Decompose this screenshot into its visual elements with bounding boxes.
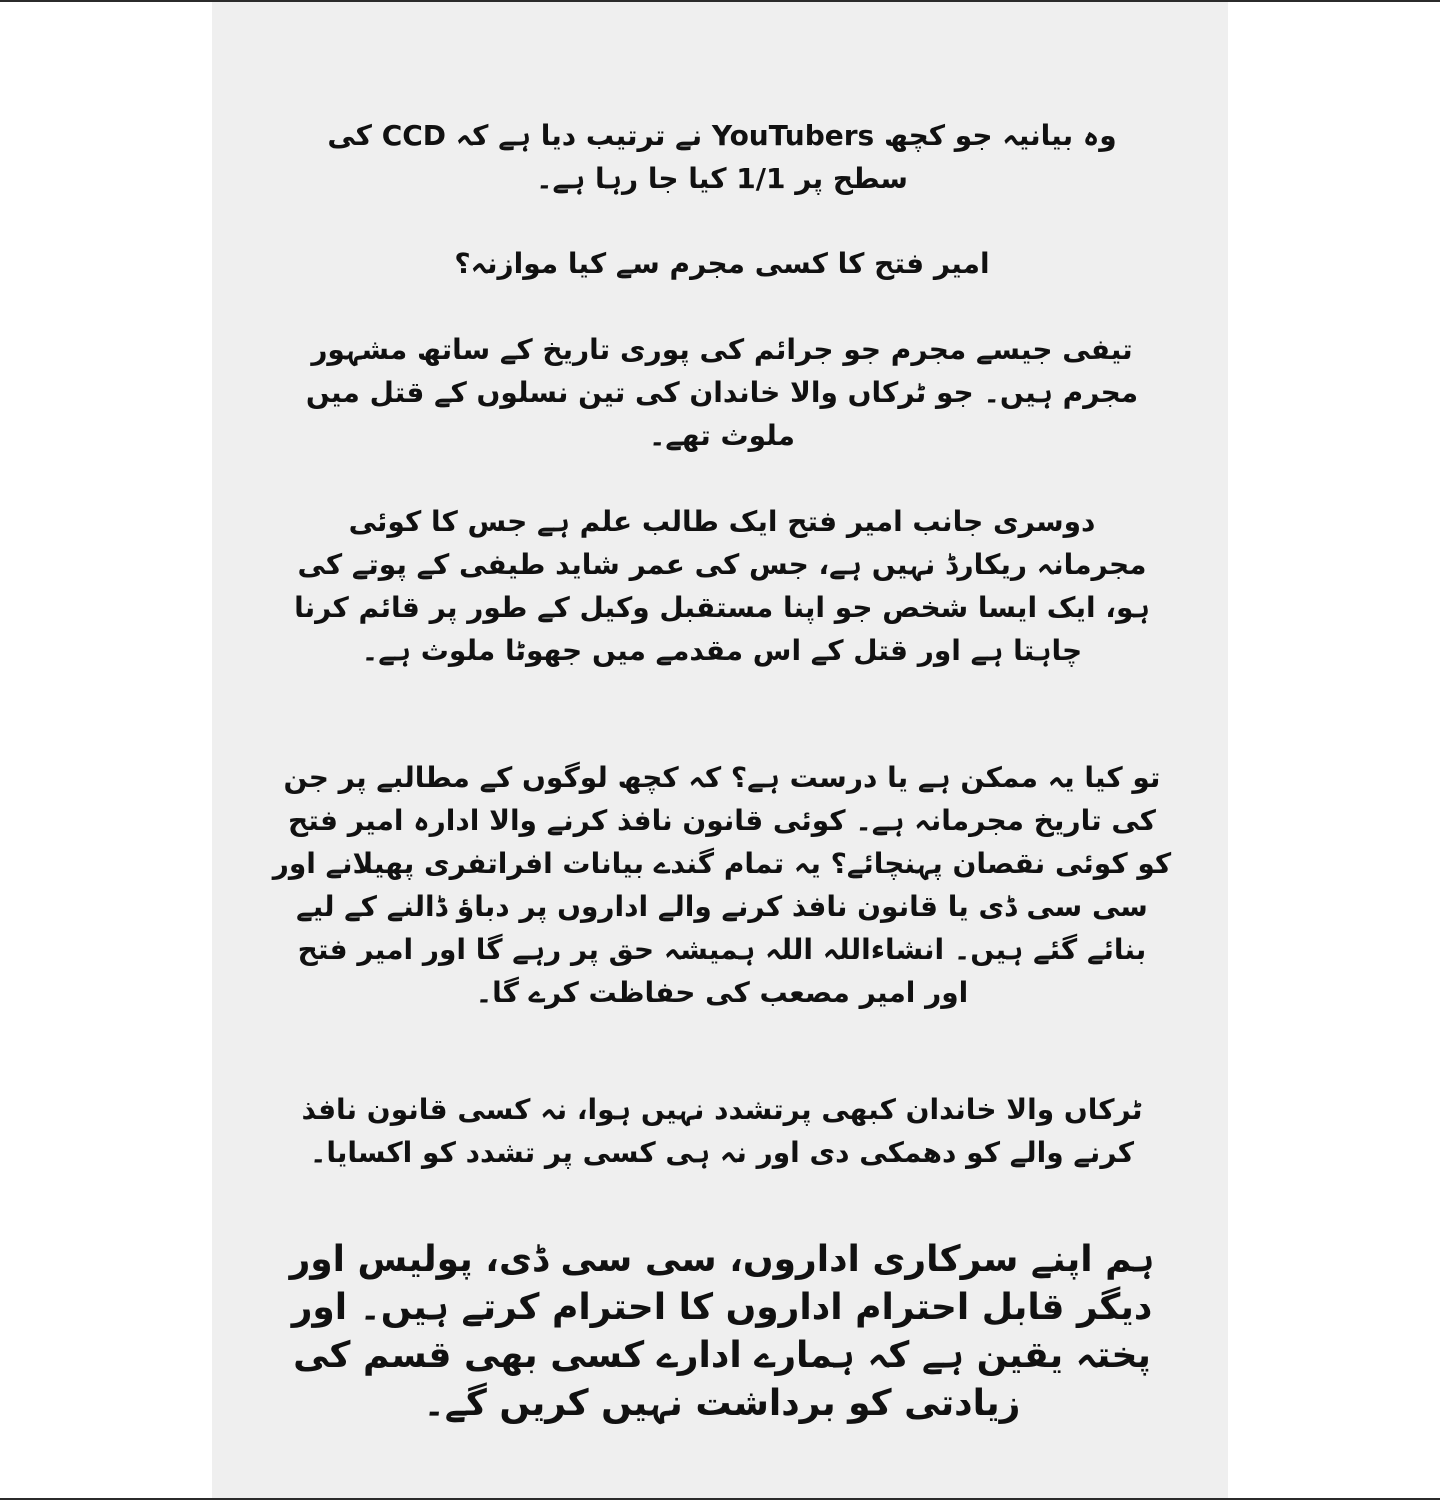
paragraph-youtubers-narrative: وہ بیانیہ جو کچھ YouTubers نے ترتیب دیا ہے کہ CCD کی سطح پر 1/1 کیا جا رہا ہے۔ [327, 119, 1117, 195]
document-page [212, 2, 1228, 1498]
paragraph-amir-fateh-student: دوسری جانب امیر فتح ایک طالب علم ہے جس کا کوئی مجرمانہ ریکارڈ نہیں ہے، جس کی عمر شاید طیفی کے پوتے کی ہو، ایک ایسا شخص جو اپنا مستقبل وکیل کے طور پر قائم کرنا چاہتا ہے اور قتل کے اس مقدمے میں جھوٹا ملوث ہے۔ [294, 505, 1150, 667]
paragraph-comparison-question: امیر فتح کا کسی مجرم سے کیا موازنہ؟ [454, 247, 990, 280]
paragraph-respect-institutions: ہم اپنے سرکاری اداروں، سی سی ڈی، پولیس اور دیگر قابل احترام اداروں کا احترام کرتے ہیں۔ اور پختہ یقین ہے کہ ہمارے ادارے کسی بھی قسم کی زیادتی کو برداشت نہیں کریں گے۔ [289, 1239, 1155, 1424]
paragraph-family-nonviolent: ٹرکاں والا خاندان کبھی پرتشدد نہیں ہوا، نہ کسی قانون نافذ کرنے والے کو دھمکی دی اور نہ ہی کسی پر تشدد کو اکسایا۔ [301, 1093, 1143, 1169]
paragraph-question-and-statement: تو کیا یہ ممکن ہے یا درست ہے؟ کہ کچھ لوگوں کے مطالبے پر جن کی تاریخ مجرمانہ ہے۔ کوئی قانون نافذ کرنے والا ادارہ امیر فتح کو کوئی نقصان پہنچائے؟ یہ تمام گندے بیانات افراتفری پھیلانے اور سی سی ڈی یا قانون نافذ کرنے والے اداروں پر دباؤ ڈالنے کے لیے بنائے گئے ہیں۔ انشاءاللہ اللہ ہمیشہ حق پر رہے گا اور امیر فتح اور امیر مصعب کی حفاظت کرے گا۔ [272, 761, 1172, 1009]
paragraph-criminal-history: تیفی جیسے مجرم جو جرائم کی پوری تاریخ کے ساتھ مشہور مجرم ہیں۔ جو ٹرکاں والا خاندان کی تین نسلوں کے قتل میں ملوث تھے۔ [305, 333, 1139, 452]
